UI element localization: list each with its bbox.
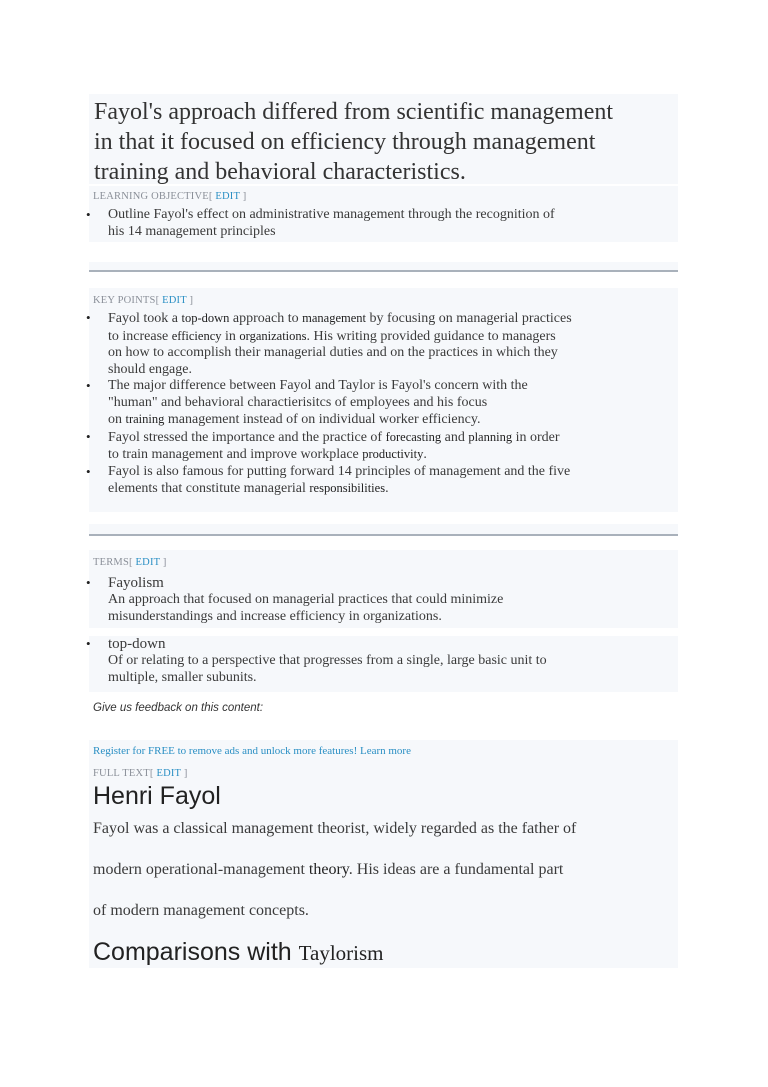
- bullet-icon: •: [86, 636, 91, 651]
- full-text-label: FULL TEXT[ EDIT ]: [93, 768, 188, 779]
- register-link[interactable]: Register for FREE to remove ads and unlock more features! Learn more: [93, 745, 411, 757]
- section-heading: Comparisons with Taylorism: [93, 938, 384, 966]
- key-points-label: KEY POINTS[ EDIT ]: [93, 295, 194, 306]
- term-link[interactable]: productivity: [362, 447, 424, 461]
- term-link[interactable]: responsibilities: [309, 481, 386, 495]
- list-item: • Fayolism An approach that focused on managerial practices that could minimize misunderstandings and increase efficiency in organizations.: [80, 574, 678, 625]
- divider: [89, 270, 678, 272]
- edit-link[interactable]: EDIT: [135, 557, 161, 568]
- list-item: • Fayol is also famous for putting forward 14 principles of management and the five elements that constitute managerial responsibilities.: [86, 463, 571, 496]
- section-heading: Henri Fayol: [93, 782, 221, 810]
- headline-line: training and behavioral characteristics.: [94, 159, 466, 185]
- edit-link[interactable]: EDIT: [162, 295, 187, 306]
- list-item: • Fayol stressed the importance and the practice of forecasting and planning in order to train management and improve workplace productivity.: [86, 428, 560, 462]
- terms-label: TERMS[ EDIT ]: [93, 557, 167, 568]
- term-link[interactable]: theory: [308, 861, 349, 878]
- term-link[interactable]: organizations: [239, 328, 307, 343]
- edit-link[interactable]: EDIT: [156, 768, 181, 779]
- headline-line: Fayol's approach differed from scientific management: [94, 99, 614, 125]
- divider: [89, 534, 678, 536]
- paragraph-line: modern operational-management theory. His ideas are a fundamental part: [93, 861, 564, 878]
- learning-objective-label: LEARNING OBJECTIVE[ EDIT ]: [93, 191, 247, 202]
- term-title: top-down: [108, 636, 166, 652]
- edit-link[interactable]: EDIT: [215, 191, 240, 202]
- bullet-icon: •: [86, 428, 91, 444]
- list-item: • The major difference between Fayol and Taylor is Fayol's concern with the "human" and behavioral charactierisitcs of employees and his focus on training management instead of on individual worker efficiency.: [86, 378, 528, 427]
- bullet-icon: •: [86, 575, 91, 590]
- term-link[interactable]: management: [302, 311, 366, 325]
- paragraph-line: Fayol was a classical management theorist, widely regarded as the father of: [93, 820, 577, 837]
- bullet-icon: •: [86, 207, 91, 222]
- bullet-icon: •: [86, 310, 91, 325]
- feedback-link[interactable]: Give us feedback on this content:: [93, 702, 264, 714]
- list-item: • top-down Of or relating to a perspective that progresses from a single, large basic unit to multiple, smaller subunits.: [80, 635, 678, 686]
- headline-line: in that it focused on efficiency through management: [94, 129, 596, 155]
- term-link[interactable]: forecasting: [385, 429, 442, 444]
- spacer-panel: [89, 524, 678, 534]
- term-title: Fayolism: [108, 575, 164, 591]
- bullet-icon: •: [86, 463, 91, 479]
- headline-block: [89, 94, 678, 184]
- term-link[interactable]: efficiency: [171, 328, 222, 343]
- learning-objective-list: [80, 207, 678, 240]
- spacer-panel: [89, 262, 678, 270]
- term-link[interactable]: training: [125, 412, 165, 426]
- key-points-list: [80, 310, 678, 498]
- term-link[interactable]: top-down: [181, 311, 230, 325]
- terms-list: [80, 574, 678, 686]
- bullet-icon: •: [86, 378, 91, 393]
- term-link[interactable]: planning: [468, 429, 513, 444]
- list-item: • Outline Fayol's effect on administrative management through the recognition of his 14 management principles: [86, 207, 555, 239]
- paragraph-line: of modern management concepts.: [93, 902, 309, 919]
- list-item: • Fayol took a top-down approach to management by focusing on managerial practices to increase efficiency in organizations. His writing provided guidance to managers on how to accomplish their managerial duties and on the practices in which they should engage.: [86, 310, 572, 377]
